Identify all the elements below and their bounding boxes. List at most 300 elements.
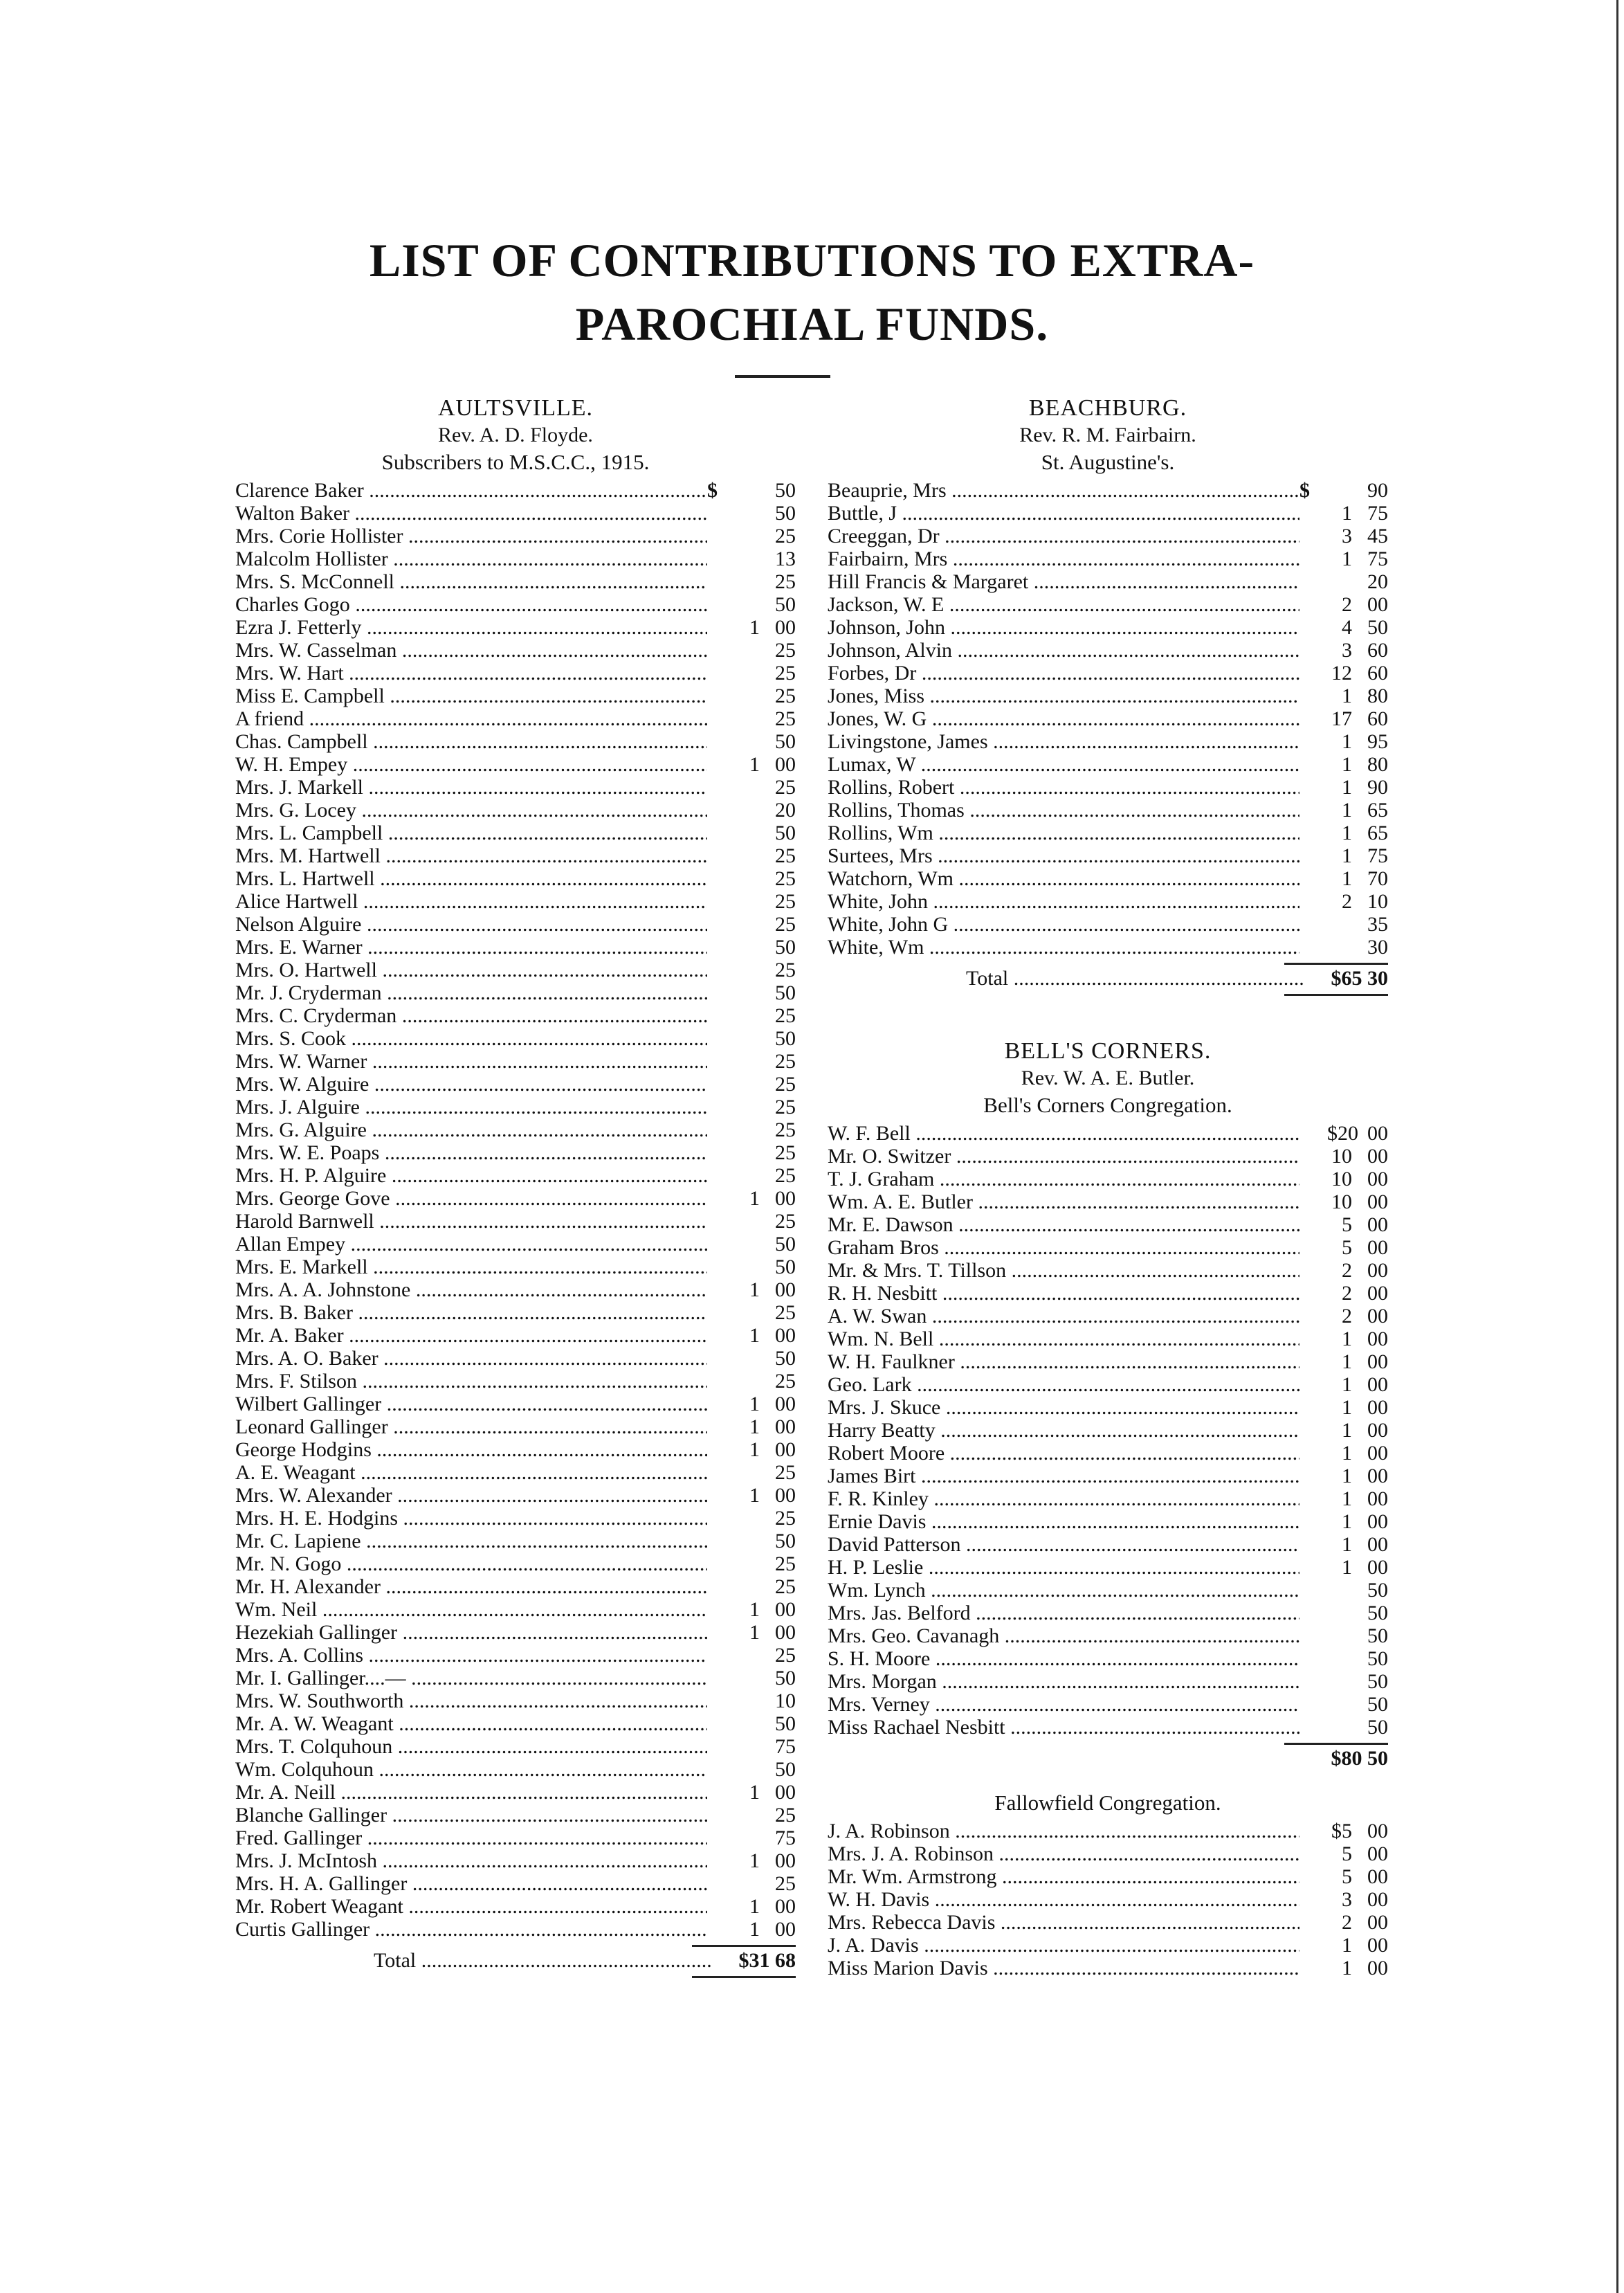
- amount-cents: 00: [1367, 1487, 1388, 1510]
- amount-dollars: 1: [749, 1781, 760, 1804]
- contributor-name: Beauprie, Mrs .....: [828, 479, 1299, 502]
- amount-cents: 70: [1367, 867, 1388, 890]
- amount-cents: 90: [1367, 776, 1388, 799]
- contribution-row: [235, 1689, 796, 1712]
- total-rule-bottom: [692, 1976, 796, 1978]
- amount-dollars: 1: [1342, 1396, 1352, 1419]
- contributor-name: Robert Moore .....: [828, 1442, 1299, 1465]
- amount-cents: 25: [775, 844, 796, 867]
- total-value: $65 30: [1331, 967, 1388, 990]
- contribution-list: [828, 1820, 1388, 1979]
- amount-dollars: 2: [1342, 1259, 1352, 1282]
- contribution-row: [828, 776, 1388, 799]
- contributor-name: Mrs. W. Alguire .....: [235, 1073, 707, 1096]
- amount-cents: 20: [1367, 570, 1388, 593]
- contribution-row: [235, 1895, 796, 1918]
- contribution-row: [235, 547, 796, 570]
- amount-dollars: 1: [1342, 1350, 1352, 1373]
- contribution-row: [235, 1644, 796, 1667]
- contribution-row: [828, 616, 1388, 639]
- amount-cents: 60: [1367, 662, 1388, 685]
- contributor-name: Mrs. J. A. Robinson .....: [828, 1842, 1299, 1865]
- contribution-row: [235, 753, 796, 776]
- contributor-name: Malcolm Hollister .....: [235, 547, 707, 570]
- contributor-name: Rollins, Robert .....: [828, 776, 1299, 799]
- contributor-name: Jones, W. G .....: [828, 707, 1299, 730]
- contribution-row: [235, 1507, 796, 1530]
- contribution-row: [235, 1598, 796, 1621]
- contribution-row: [235, 1804, 796, 1827]
- contributor-name: F. R. Kinley .....: [828, 1487, 1299, 1510]
- amount-cents: 25: [775, 959, 796, 981]
- contribution-row: [828, 662, 1388, 685]
- amount-cents: 25: [775, 1096, 796, 1118]
- amount-dollars: 1: [749, 1895, 760, 1918]
- contributor-name: W. H. Empey .....: [235, 753, 707, 776]
- amount-cents: 00: [775, 1484, 796, 1507]
- amount-cents: 75: [1367, 844, 1388, 867]
- amount-cents: 50: [1367, 1670, 1388, 1693]
- contributor-name: Mrs. J. Alguire .....: [235, 1096, 707, 1118]
- contribution-row: [235, 1187, 796, 1210]
- contributor-name: Mrs. W. Alexander .....: [235, 1484, 707, 1507]
- contribution-row: [235, 593, 796, 616]
- amount-cents: 25: [775, 1552, 796, 1575]
- contributor-name: Mrs. T. Colquhoun .....: [235, 1735, 707, 1758]
- section-name: AULTSVILLE.: [437, 395, 594, 421]
- amount-dollars: 1: [749, 1849, 760, 1872]
- amount-cents: 00: [1367, 1145, 1388, 1168]
- contribution-row: [235, 1118, 796, 1141]
- contributor-name: Mrs. C. Cryderman .....: [235, 1004, 707, 1027]
- section-gap: [828, 1773, 1388, 1789]
- amount-dollars: $20: [1327, 1122, 1358, 1145]
- amount-cents: 25: [775, 1118, 796, 1141]
- amount-cents: 00: [1367, 1510, 1388, 1533]
- contribution-row: [235, 844, 796, 867]
- amount-cents: 00: [775, 1895, 796, 1918]
- amount-dollars: 5: [1342, 1213, 1352, 1236]
- amount-cents: 00: [1367, 1533, 1388, 1556]
- amount-cents: 00: [1367, 1934, 1388, 1957]
- amount-cents: 00: [1367, 1419, 1388, 1442]
- contribution-row: [828, 1716, 1388, 1739]
- amount-dollars: 2: [1342, 1911, 1352, 1934]
- contribution-row: [828, 1327, 1388, 1350]
- contribution-row: [828, 1624, 1388, 1647]
- subtotal-value: $80 50: [1331, 1747, 1388, 1770]
- amount-dollars: 2: [1342, 1282, 1352, 1305]
- contributor-name: Alice Hartwell .....: [235, 890, 707, 913]
- contribution-row: [235, 959, 796, 981]
- contributor-name: Surtees, Mrs .....: [828, 844, 1299, 867]
- section-name: BELL'S CORNERS.: [1004, 1038, 1212, 1064]
- contributor-name: George Hodgins .....: [235, 1438, 707, 1461]
- contribution-row: [828, 1236, 1388, 1259]
- contributor-name: Mr. C. Lapiene .....: [235, 1530, 707, 1552]
- contributor-name: Creeggan, Dr .....: [828, 525, 1299, 547]
- amount-cents: 50: [775, 1256, 796, 1278]
- contributor-name: Mrs. E. Markell .....: [235, 1256, 707, 1278]
- amount-cents: 80: [1367, 685, 1388, 707]
- contributor-name: Leonard Gallinger .....: [235, 1415, 707, 1438]
- amount-dollars: 1: [1342, 1556, 1352, 1579]
- amount-dollars: 1: [749, 1187, 760, 1210]
- amount-cents: 25: [775, 1370, 796, 1393]
- amount-cents: 00: [1367, 1259, 1388, 1282]
- contributor-name: Mrs. B. Baker .....: [235, 1301, 707, 1324]
- contribution-row: [235, 890, 796, 913]
- contribution-row: [235, 1438, 796, 1461]
- contribution-row: [235, 1827, 796, 1849]
- amount-dollars: 4: [1342, 616, 1352, 639]
- contributor-name: Rollins, Thomas .....: [828, 799, 1299, 822]
- amount-dollars: 1: [1342, 1442, 1352, 1465]
- contributor-name: Allan Empey .....: [235, 1233, 707, 1256]
- contributor-name: Livingstone, James .....: [828, 730, 1299, 753]
- amount-dollars: 1: [749, 753, 760, 776]
- contributor-name: Mrs. S. Cook .....: [235, 1027, 707, 1050]
- page-edge: [1616, 0, 1618, 2293]
- contribution-row: [828, 639, 1388, 662]
- contribution-row: [828, 753, 1388, 776]
- contributor-name: Curtis Gallinger .....: [235, 1918, 707, 1941]
- contribution-row: [828, 1510, 1388, 1533]
- contributor-name: Mr. A. Neill .....: [235, 1781, 707, 1804]
- contribution-row: [828, 1419, 1388, 1442]
- amount-dollars: 10: [1331, 1168, 1352, 1190]
- amount-cents: 50: [1367, 1602, 1388, 1624]
- contributor-name: Mr. H. Alexander .....: [235, 1575, 707, 1598]
- contribution-row: [828, 1957, 1388, 1979]
- amount-cents: 00: [775, 1849, 796, 1872]
- amount-dollars: 1: [1342, 1327, 1352, 1350]
- contributor-name: Ernie Davis .....: [828, 1510, 1299, 1533]
- amount-dollars: 1: [1342, 1373, 1352, 1396]
- amount-cents: 50: [775, 822, 796, 844]
- amount-dollars: 1: [749, 1324, 760, 1347]
- contributor-name: Watchorn, Wm .....: [828, 867, 1299, 890]
- contributor-name: Johnson, Alvin .....: [828, 639, 1299, 662]
- amount-cents: 00: [775, 1187, 796, 1210]
- contributor-name: Jones, Miss .....: [828, 685, 1299, 707]
- contribution-row: [235, 1278, 796, 1301]
- amount-dollars: 1: [1342, 1533, 1352, 1556]
- contribution-row: [828, 1350, 1388, 1373]
- contributor-name: Mrs. J. Markell .....: [235, 776, 707, 799]
- contribution-list: [828, 479, 1388, 959]
- amount-cents: 25: [775, 1644, 796, 1667]
- contribution-row: [828, 1259, 1388, 1282]
- amount-cents: 90: [1367, 479, 1388, 502]
- contributor-name: W. H. Davis .....: [828, 1888, 1299, 1911]
- amount-cents: 65: [1367, 822, 1388, 844]
- contributor-name: Wm. Colquhoun .....: [235, 1758, 707, 1781]
- contributor-name: Ezra J. Fetterly .....: [235, 616, 707, 639]
- contributor-name: Mrs. O. Hartwell .....: [235, 959, 707, 981]
- contributor-name: Charles Gogo .....: [235, 593, 707, 616]
- contributor-name: Mr. Robert Weagant .....: [235, 1895, 707, 1918]
- amount-cents: 45: [1367, 525, 1388, 547]
- amount-cents: 75: [1367, 502, 1388, 525]
- contribution-row: [235, 799, 796, 822]
- contribution-list: [235, 479, 796, 1941]
- amount-dollars: 1: [1342, 547, 1352, 570]
- contributor-name: Geo. Lark .....: [828, 1373, 1299, 1396]
- amount-cents: 75: [1367, 547, 1388, 570]
- contributor-name: Mrs. Morgan .....: [828, 1670, 1299, 1693]
- contribution-row: [235, 1461, 796, 1484]
- contribution-row: [828, 799, 1388, 822]
- amount-dollars: 1: [749, 1393, 760, 1415]
- amount-cents: 25: [775, 1004, 796, 1027]
- contribution-row: [828, 593, 1388, 616]
- contribution-row: [828, 1282, 1388, 1305]
- right-column: [828, 395, 1388, 1979]
- contribution-row: [235, 1530, 796, 1552]
- contribution-row: [828, 1122, 1388, 1145]
- aultsville-section: [235, 395, 796, 1978]
- contributor-name: J. A. Robinson .....: [828, 1820, 1299, 1842]
- amount-cents: 00: [775, 1438, 796, 1461]
- contribution-row: [828, 1396, 1388, 1419]
- total-row: [235, 1947, 796, 1975]
- contributor-name: S. H. Moore .....: [828, 1647, 1299, 1670]
- subtotal-row: [828, 1745, 1388, 1773]
- contributor-name: Walton Baker .....: [235, 502, 707, 525]
- contribution-row: [828, 1145, 1388, 1168]
- contribution-row: [235, 525, 796, 547]
- contribution-row: [235, 822, 796, 844]
- amount-cents: 75: [775, 1735, 796, 1758]
- amount-cents: 25: [775, 867, 796, 890]
- total-value: $31 68: [738, 1949, 796, 1972]
- amount-cents: 50: [775, 1347, 796, 1370]
- contribution-row: [828, 1934, 1388, 1957]
- title-line-2: PAROCHIAL FUNDS.: [575, 298, 1049, 350]
- contributor-name: Mr. A. Baker .....: [235, 1324, 707, 1347]
- amount-cents: 00: [775, 1621, 796, 1644]
- contributor-name: White, John G .....: [828, 913, 1299, 936]
- contributor-name: Mrs. J. Skuce .....: [828, 1396, 1299, 1419]
- contributor-name: Harry Beatty .....: [828, 1419, 1299, 1442]
- contributor-name: Mr. N. Gogo .....: [235, 1552, 707, 1575]
- amount-dollars: 1: [749, 1415, 760, 1438]
- amount-dollars: 1: [749, 1278, 760, 1301]
- amount-cents: 25: [775, 525, 796, 547]
- contribution-row: [235, 1370, 796, 1393]
- amount-cents: 00: [1367, 1373, 1388, 1396]
- amount-cents: 95: [1367, 730, 1388, 753]
- amount-cents: 50: [775, 1667, 796, 1689]
- amount-dollars: 1: [1342, 1934, 1352, 1957]
- amount-cents: 25: [775, 685, 796, 707]
- amount-cents: 00: [1367, 1122, 1388, 1145]
- title-rule: [735, 375, 830, 378]
- contributor-name: H. P. Leslie .....: [828, 1556, 1299, 1579]
- contributor-name: White, Wm .....: [828, 936, 1299, 959]
- contribution-row: [235, 1027, 796, 1050]
- contributor-name: W. H. Faulkner .....: [828, 1350, 1299, 1373]
- amount-cents: 25: [775, 639, 796, 662]
- contribution-row: [235, 1621, 796, 1644]
- contribution-row: [235, 730, 796, 753]
- contribution-row: [828, 1373, 1388, 1396]
- contribution-row: [235, 502, 796, 525]
- amount-dollars: 1: [1342, 799, 1352, 822]
- contribution-row: [828, 1647, 1388, 1670]
- contribution-row: [235, 662, 796, 685]
- contributor-name: Nelson Alguire .....: [235, 913, 707, 936]
- contributor-name: Mrs. Geo. Cavanagh .....: [828, 1624, 1299, 1647]
- amount-cents: 00: [1367, 1556, 1388, 1579]
- amount-cents: 00: [1367, 1888, 1388, 1911]
- amount-cents: 50: [1367, 1693, 1388, 1716]
- contribution-row: [828, 1305, 1388, 1327]
- contribution-row: [828, 570, 1388, 593]
- amount-dollars: 1: [1342, 1465, 1352, 1487]
- contribution-row: [828, 1556, 1388, 1579]
- contributor-name: Mrs. W. Casselman .....: [235, 639, 707, 662]
- page-title: [0, 228, 1624, 356]
- amount-dollars: 10: [1331, 1190, 1352, 1213]
- contributor-name: Mrs. H. A. Gallinger .....: [235, 1872, 707, 1895]
- contribution-row: [828, 844, 1388, 867]
- contribution-row: [828, 1442, 1388, 1465]
- amount-cents: 65: [1367, 799, 1388, 822]
- contribution-row: [235, 1141, 796, 1164]
- contributor-name: Mr. & Mrs. T. Tillson .....: [828, 1259, 1299, 1282]
- amount-cents: 00: [775, 1393, 796, 1415]
- beachburg-section: [828, 395, 1388, 996]
- amount-cents: 00: [775, 1278, 796, 1301]
- amount-cents: 00: [775, 753, 796, 776]
- amount-cents: 50: [775, 479, 796, 502]
- amount-cents: 50: [775, 1758, 796, 1781]
- dollar-sign: $: [1299, 479, 1310, 502]
- section-gap: [828, 996, 1388, 1037]
- amount-dollars: 1: [1342, 844, 1352, 867]
- contribution-list: [828, 1122, 1388, 1739]
- amount-cents: 13: [775, 547, 796, 570]
- contribution-row: [828, 1911, 1388, 1934]
- amount-dollars: 2: [1342, 1305, 1352, 1327]
- section-subtitle: Bell's Corners Congregation.: [983, 1093, 1232, 1117]
- amount-dollars: 3: [1342, 525, 1352, 547]
- amount-cents: 30: [1367, 936, 1388, 959]
- amount-cents: 00: [1367, 1282, 1388, 1305]
- contribution-row: [828, 1168, 1388, 1190]
- contribution-row: [235, 1050, 796, 1073]
- amount-dollars: 5: [1342, 1842, 1352, 1865]
- contributor-name: T. J. Graham .....: [828, 1168, 1299, 1190]
- amount-dollars: 1: [1342, 1957, 1352, 1979]
- contributor-name: Wm. N. Bell .....: [828, 1327, 1299, 1350]
- amount-dollars: $5: [1331, 1820, 1352, 1842]
- contributor-name: Mrs. George Gove .....: [235, 1187, 707, 1210]
- contribution-row: [235, 570, 796, 593]
- contribution-row: [828, 913, 1388, 936]
- contributor-name: White, John .....: [828, 890, 1299, 913]
- contribution-row: [235, 981, 796, 1004]
- contribution-row: [828, 707, 1388, 730]
- amount-cents: 25: [775, 1507, 796, 1530]
- contributor-name: Rollins, Wm .....: [828, 822, 1299, 844]
- amount-cents: 50: [1367, 1647, 1388, 1670]
- amount-cents: 00: [1367, 1911, 1388, 1934]
- amount-cents: 25: [775, 1804, 796, 1827]
- contributor-name: Mrs. Jas. Belford .....: [828, 1602, 1299, 1624]
- amount-cents: 00: [1367, 1865, 1388, 1888]
- contribution-row: [235, 1164, 796, 1187]
- contributor-name: Chas. Campbell .....: [235, 730, 707, 753]
- contribution-row: [828, 479, 1388, 502]
- amount-cents: 00: [775, 1918, 796, 1941]
- contributor-name: Mr. I. Gallinger....— .....: [235, 1667, 707, 1689]
- contribution-row: [828, 685, 1388, 707]
- amount-dollars: 1: [749, 1621, 760, 1644]
- amount-dollars: 12: [1331, 662, 1352, 685]
- contributor-name: Mrs. H. P. Alguire .....: [235, 1164, 707, 1187]
- amount-dollars: 10: [1331, 1145, 1352, 1168]
- contribution-row: [235, 1918, 796, 1941]
- contribution-row: [235, 1735, 796, 1758]
- contribution-row: [235, 776, 796, 799]
- contributor-name: A friend .....: [235, 707, 707, 730]
- contributor-name: Hezekiah Gallinger .....: [235, 1621, 707, 1644]
- contributor-name: Mrs. A. O. Baker .....: [235, 1347, 707, 1370]
- contribution-row: [235, 1552, 796, 1575]
- contributor-name: Miss Marion Davis .....: [828, 1957, 1299, 1979]
- contribution-row: [828, 1579, 1388, 1602]
- amount-dollars: 2: [1342, 593, 1352, 616]
- amount-dollars: 1: [749, 1438, 760, 1461]
- amount-cents: 25: [775, 707, 796, 730]
- contribution-row: [828, 502, 1388, 525]
- contributor-name: Mrs. Corie Hollister .....: [235, 525, 707, 547]
- amount-cents: 25: [775, 776, 796, 799]
- amount-cents: 50: [775, 1712, 796, 1735]
- contribution-row: [828, 1602, 1388, 1624]
- amount-cents: 00: [1367, 1236, 1388, 1259]
- section-subtitle: St. Augustine's.: [1041, 450, 1175, 474]
- contribution-row: [828, 730, 1388, 753]
- contribution-row: [828, 1670, 1388, 1693]
- contribution-row: [828, 525, 1388, 547]
- contributor-name: R. H. Nesbitt .....: [828, 1282, 1299, 1305]
- contributor-name: Wm. A. E. Butler .....: [828, 1190, 1299, 1213]
- amount-cents: 50: [775, 1530, 796, 1552]
- contribution-row: [828, 1190, 1388, 1213]
- amount-cents: 00: [1367, 1820, 1388, 1842]
- amount-cents: 35: [1367, 913, 1388, 936]
- amount-dollars: 5: [1342, 1865, 1352, 1888]
- amount-cents: 10: [1367, 890, 1388, 913]
- contributor-name: Jackson, W. E .....: [828, 593, 1299, 616]
- amount-dollars: 1: [1342, 730, 1352, 753]
- contribution-row: [828, 1533, 1388, 1556]
- contribution-row: [235, 616, 796, 639]
- contributor-name: Mrs. J. McIntosh .....: [235, 1849, 707, 1872]
- contributor-name: Mrs. G. Alguire .....: [235, 1118, 707, 1141]
- amount-cents: 50: [1367, 1579, 1388, 1602]
- contribution-row: [828, 822, 1388, 844]
- contribution-row: [235, 867, 796, 890]
- amount-cents: 00: [1367, 593, 1388, 616]
- contribution-row: [235, 1575, 796, 1598]
- contribution-row: [828, 1213, 1388, 1236]
- amount-cents: 80: [1367, 753, 1388, 776]
